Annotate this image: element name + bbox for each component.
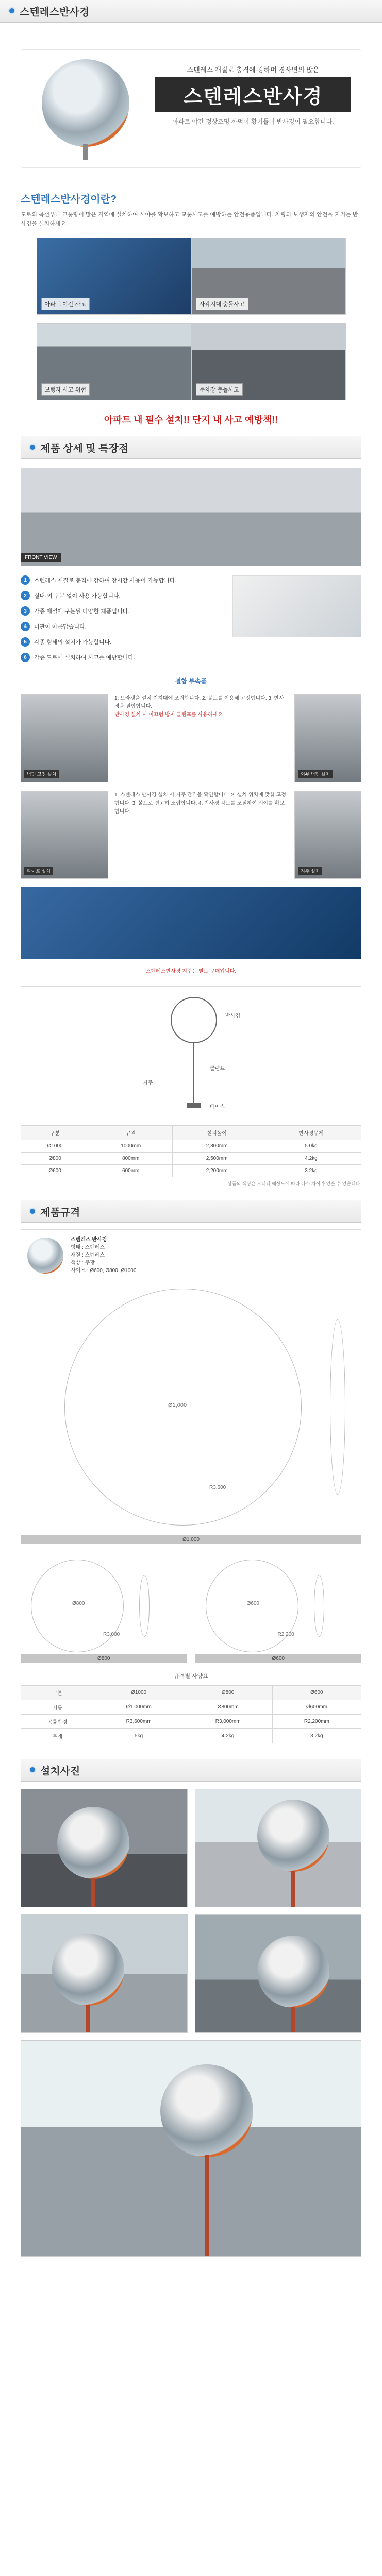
install-title: 설치사진 [40, 1765, 80, 1777]
table-row: Ø600 600mm 2,200mm 3.2kg [21, 1165, 361, 1177]
install-thumb: 지주 설치 [294, 791, 361, 879]
install-steps-text: 1. 스텐레스 반사경 설치 시 지주 간격을 확인합니다. 2. 설치 위치에 맞춰 고정합니다. 3. 볼트로 견고히 조립합니다. 4. 반사경 각도를 조절하여 시야를 확보합니다. [114, 792, 286, 815]
section-bullet-icon [29, 1766, 36, 1773]
install-steps-row [21, 694, 361, 782]
install-photo-grid [21, 1789, 361, 2257]
spec-header [21, 1200, 361, 1223]
product-name: 스텐레스반사경 [155, 77, 351, 112]
diagram-label-pole: 지주 [143, 1080, 153, 1086]
spec-table-2: 구분 Ø1000 Ø800 Ø600 지름 Ø1,000mm Ø800mm Ø600mm 곡률반경 R3,600mm R3,000mm R2,200mm 무게 5kg 4.2kg 3.2kg [21, 1685, 361, 1743]
front-view-image [21, 468, 361, 566]
spec-card [21, 1229, 361, 1281]
pole-icon [86, 2005, 90, 2033]
mirror-icon [27, 1238, 63, 1274]
feature-item: 3 각종 매설에 구분된 다양한 제품입니다. [21, 606, 226, 616]
pole-icon [291, 2007, 295, 2033]
feature-list [21, 575, 226, 668]
detail-header [21, 436, 361, 459]
diagram-label-mirror: 반사경 [225, 1013, 240, 1019]
big-circle-diagram [21, 1289, 361, 1531]
feature-item: 5 각종 형태의 설치가 가능합니다. [21, 637, 226, 647]
product-kicker: 스텐레스 재질로 충격에 강하며 경사면의 많은 [187, 66, 320, 74]
photo-car [191, 323, 346, 400]
dimension-bar: Ø1,000 [21, 1535, 361, 1544]
pole-icon [91, 1878, 95, 1907]
mirror-outline-1000: Ø1,000 R3,600 [64, 1289, 302, 1526]
product-card [21, 49, 361, 168]
install-thumb: 외부 벽면 설치 [294, 694, 361, 782]
photo-caption: 주차장 충돌사고 [196, 383, 243, 396]
install-steps-text: 1. 브라켓을 설치 지지대에 조립합니다. 2. 볼트를 이용해 고정합니다. 3. 반사경을 결합합니다. 반사경 설치 시 미끄럼 방지 클램프를 사용하세요. [114, 696, 284, 718]
feature-item: 2 실내·외 구분 없이 사용 가능합니다. [21, 591, 226, 600]
what-section [0, 177, 382, 426]
mirror-side-profile [330, 1319, 345, 1495]
table-row: 무게 5kg 4.2kg 3.2kg [21, 1729, 361, 1743]
install-photo [21, 1789, 188, 1907]
mirror-icon [57, 1807, 129, 1879]
pole-icon [205, 2155, 209, 2257]
table-row: Ø1000 1000mm 2,800mm 5.0kg [21, 1140, 361, 1153]
install-photo-large [21, 2040, 361, 2257]
table-note: 상품의 색상은 모니터 해상도에 따라 다소 차이가 있을 수 있습니다. [227, 1181, 361, 1187]
pole-icon [291, 1871, 295, 1907]
table-row: Ø800 800mm 2,500mm 4.2kg [21, 1153, 361, 1165]
feature-block [21, 575, 361, 668]
diagram-label-base: 베이스 [210, 1104, 225, 1110]
product-tag [155, 64, 351, 126]
mirror-icon [257, 1936, 329, 2008]
mirror-icon [160, 2064, 253, 2157]
photo-parking [37, 323, 191, 400]
install-photo [195, 1789, 362, 1907]
install-thumb: 벽면 고정 설치 [21, 694, 108, 782]
front-view-label: FRONT VIEW [21, 553, 61, 562]
section-bullet-icon [29, 1208, 36, 1215]
product-subtext: 아파트 야간 정상조명 까먹이 황기들이 반사경이 필요합니다. [172, 118, 334, 125]
notice-text: 스텐레스반사경 지주는 별도 구매입니다. [145, 969, 237, 974]
mirror-icon [52, 1934, 124, 2006]
photo-grid [21, 238, 361, 400]
mount-title: 결합 부속품 [175, 677, 207, 685]
base-block [187, 1103, 201, 1108]
blue-banner-image [21, 887, 361, 959]
top-section [0, 23, 382, 177]
what-title: 스텐레스반사경이란? [21, 194, 117, 205]
mirror-outline [171, 997, 217, 1043]
photo-caption: 사각지대 충돌사고 [196, 298, 248, 310]
pole-line [193, 1043, 194, 1105]
feature-item: 6 각종 도로에 설치하여 사고를 예방합니다. [21, 653, 226, 662]
alert-text: 아파트 내 필수 설치!! 단지 내 사고 예방책!! [104, 415, 278, 425]
section-bullet-icon [29, 444, 36, 451]
table-row: 지름 Ø1,000mm Ø800mm Ø600mm [21, 1700, 361, 1715]
install-photo [21, 1914, 188, 2033]
install-header [21, 1759, 361, 1782]
detail-title: 제품 상세 및 특장점 [40, 443, 129, 454]
mirror-icon [42, 59, 129, 147]
spec-table: 구분 규격 설치높이 반사경무게 Ø1000 1000mm 2,800mm 5.0kg Ø800 800mm 2,500mm 4.2kg Ø600 600mm 2,200mm 3.2kg [21, 1125, 361, 1177]
spec-table-title: 규격별 사양표 [174, 1673, 208, 1680]
header-title: 스텐레스반사경 [20, 6, 90, 18]
photo-news [37, 238, 191, 315]
install-thumb: 파이프 설치 [21, 791, 108, 879]
detail-section [0, 436, 382, 1187]
diagram-label-bracket: 클램프 [210, 1066, 225, 1072]
product-image [42, 59, 129, 157]
assembly-diagram [21, 986, 361, 1120]
mirror-800: Ø800 R3,000 Ø800 [21, 1554, 187, 1663]
header-bar [0, 0, 382, 23]
mirror-600: Ø600 R2,200 Ø600 [195, 1554, 362, 1663]
photo-caption: 아파트 야간 사고 [41, 298, 90, 310]
spec-section [0, 1200, 382, 1743]
section-bullet-icon [8, 7, 15, 14]
install-photo [195, 1914, 362, 2033]
pole-icon [83, 144, 88, 160]
spec-title: 제품규격 [40, 1207, 80, 1218]
photo-road [191, 238, 346, 315]
photo-caption: 보행자 사고 위험 [41, 383, 90, 396]
small-circles [21, 1554, 361, 1663]
what-intro: 도로의 곡선부나 교통량이 많은 지역에 설치하여 시야를 확보하고 교통사고를 예방하는 안전용품입니다. 차량과 보행자의 안전을 지키는 반사경을 설치하세요. [21, 212, 358, 227]
install-section [0, 1759, 382, 2257]
install-steps-row-2 [21, 791, 361, 879]
spec-lines: 스텐레스 반사경 형태 : 스텐레스 재질 : 스텐레스 색상 : 주황 사이즈 : Ø600, Ø800, Ø1000 [71, 1237, 137, 1274]
bracket-image [232, 575, 361, 637]
table-row: 곡률반경 R3,600mm R3,000mm R2,200mm [21, 1715, 361, 1729]
feature-item: 4 미관이 아름답습니다. [21, 622, 226, 631]
mirror-icon [257, 1800, 329, 1872]
feature-item: 1 스텐레스 재질로 충격에 강하여 장시간 사용이 가능합니다. [21, 575, 226, 585]
